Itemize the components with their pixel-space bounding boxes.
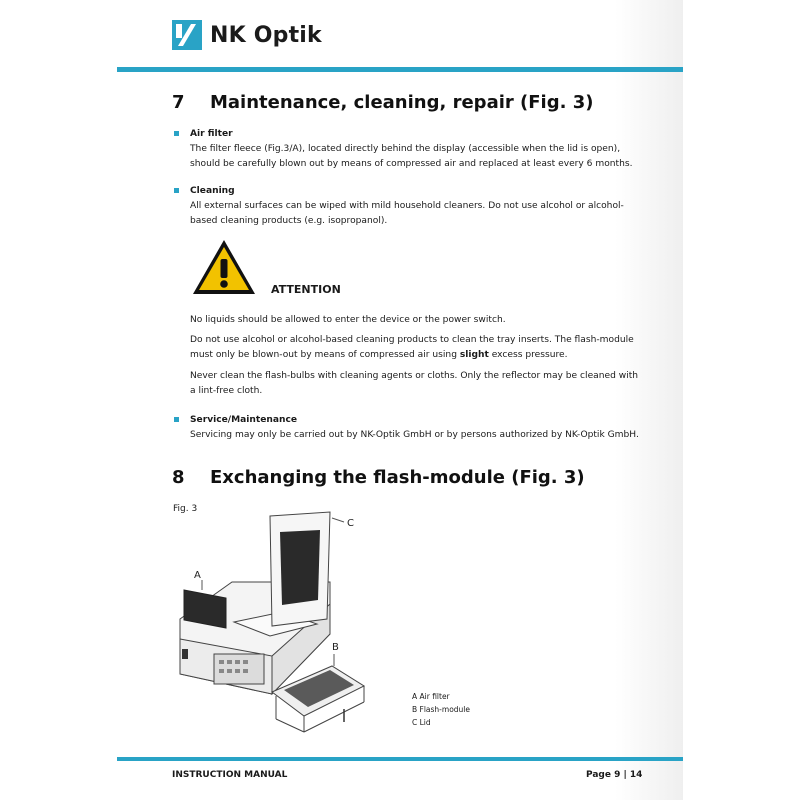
section-title: Maintenance, cleaning, repair (Fig. 3) bbox=[210, 92, 594, 113]
footer-rule bbox=[117, 757, 683, 761]
emphasis-text: slight bbox=[459, 350, 489, 360]
section-7-heading bbox=[172, 92, 593, 113]
paragraph-text: excess pressure. bbox=[488, 350, 568, 360]
attention-paragraph-2 bbox=[190, 333, 646, 363]
bullet-text: Servicing may only be carried out by NK-Optik GmbH or by persons authorized by NK-Optik GmbH. bbox=[190, 430, 639, 440]
attention-paragraph-3: Never clean the flash-bulbs with cleaning agents or cloths. Only the reflector may be cleaned with a lint-free cloth. bbox=[190, 371, 639, 396]
attention-title: ATTENTION bbox=[271, 283, 341, 296]
bullet-title: Service/Maintenance bbox=[190, 415, 298, 425]
nk-optik-logo-icon bbox=[172, 20, 202, 50]
footer-page-number: Page 9 | 14 bbox=[586, 770, 643, 780]
legend-item: B Flash-module bbox=[412, 705, 470, 714]
bullet-square-icon bbox=[174, 417, 179, 422]
bullet-text: All external surfaces can be wiped with mild household cleaners. Do not use alcohol or alcohol-based cleaning products (e.g. isopropanol). bbox=[190, 201, 624, 226]
section-number: 8 bbox=[172, 467, 185, 488]
section-8-heading bbox=[172, 467, 585, 488]
bullet-air-filter bbox=[174, 127, 646, 172]
attention-paragraph-1: No liquids should be allowed to enter the device or the power switch. bbox=[190, 315, 506, 325]
bullet-title: Air filter bbox=[190, 129, 233, 139]
section-number: 7 bbox=[172, 92, 185, 113]
bullet-service bbox=[174, 413, 646, 443]
power-switch bbox=[182, 649, 188, 659]
section-title: Exchanging the flash-module (Fig. 3) bbox=[210, 467, 585, 488]
paragraph-text: Do not use alcohol or alcohol-based cleaning products to clean the tray inserts. The flash-module must only be blown-out by means of compressed air using bbox=[190, 335, 634, 360]
legend-item: C Lid bbox=[412, 718, 431, 727]
brand-logo bbox=[172, 20, 322, 50]
bullet-title: Cleaning bbox=[190, 186, 235, 196]
callout-b: B bbox=[332, 642, 339, 653]
warning-triangle-icon bbox=[190, 237, 258, 297]
callout-a: A bbox=[194, 570, 201, 581]
bullet-text: The filter fleece (Fig.3/A), located directly behind the display (accessible when the lid is open), should be carefully blown out by means of compressed air and replaced at least every 6 months. bbox=[190, 144, 633, 169]
brand-name: NK Optik bbox=[210, 22, 322, 48]
device-illustration bbox=[172, 504, 392, 734]
figure-legend bbox=[412, 690, 470, 729]
bullet-square-icon bbox=[174, 131, 179, 136]
header-rule bbox=[117, 67, 683, 72]
bullet-cleaning bbox=[174, 184, 646, 229]
figure-label: Fig. 3 bbox=[173, 504, 198, 514]
callout-c: C bbox=[347, 518, 354, 529]
footer-document-title: INSTRUCTION MANUAL bbox=[172, 770, 288, 780]
legend-item: A Air filter bbox=[412, 692, 450, 701]
lid-window bbox=[280, 530, 320, 605]
bullet-square-icon bbox=[174, 188, 179, 193]
